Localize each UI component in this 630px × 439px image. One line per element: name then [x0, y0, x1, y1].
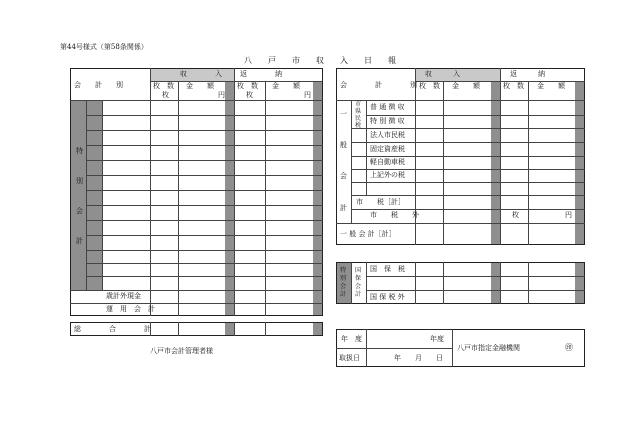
year-label: 年 度 — [341, 335, 362, 343]
left-refund-amount: 金 額 — [272, 82, 300, 90]
left-account-header: 会 計 別 — [74, 81, 123, 89]
row-nhi-tax: 国 保 税 — [370, 265, 405, 273]
citizen-tax-label-1: 市 — [355, 101, 362, 108]
nhi-label-4: 計 — [355, 291, 362, 298]
nhi-label-2: 保 — [355, 275, 362, 282]
right-special-label-4: 計 — [340, 291, 347, 298]
right-income-count: 枚 数 — [419, 82, 440, 90]
left-income-count-unit: 枚 — [162, 91, 169, 99]
left-refund-header: 返 納 — [240, 70, 282, 78]
row-special-collection: 特 別 徴 収 — [370, 117, 405, 125]
row-nhi-other: 国 保 税 外 — [370, 293, 405, 301]
right-refund-header: 返 納 — [510, 70, 545, 78]
row-light-vehicle-tax: 軽自動車税 — [370, 158, 405, 166]
left-special-label-1: 特 — [76, 147, 83, 155]
right-general-label-4: 計 — [340, 204, 347, 212]
row-ordinary-collection: 普 通 徴 収 — [370, 103, 405, 111]
row-operation-account: 運 用 会 計 — [106, 305, 155, 313]
citizen-tax-label-3: 民 — [355, 115, 362, 122]
year-unit: 年度 — [430, 335, 444, 343]
seal-mark: ㊞ — [565, 343, 573, 352]
right-income-amount: 金 額 — [452, 82, 480, 90]
left-special-label-2: 別 — [76, 177, 83, 185]
left-income-amount: 金 額 — [186, 82, 214, 90]
right-refund-count: 枚 数 — [503, 82, 524, 90]
left-income-count: 枚 数 — [153, 82, 174, 90]
handling-date-label: 取扱日 — [339, 354, 360, 362]
citizen-tax-label-4: 税 — [355, 122, 362, 129]
left-refund-count: 枚 数 — [237, 82, 258, 90]
row-general-total: 一 般 会 計［計］ — [340, 230, 396, 238]
left-income-amount-unit: 円 — [218, 91, 225, 99]
right-special-label-1: 特 — [340, 267, 347, 274]
right-refund-amount: 金 額 — [537, 82, 565, 90]
row-city-tax-other: 市 税 外 — [370, 211, 419, 219]
page-title: 八 戸 市 収 入 日 報 — [244, 56, 396, 65]
left-special-label-4: 計 — [76, 237, 83, 245]
right-special-label-3: 会 — [340, 283, 347, 290]
left-income-header: 収 入 — [180, 70, 222, 78]
right-account-header: 会 計 別 — [340, 81, 417, 89]
handling-date: 年 月 日 — [394, 354, 443, 362]
row-corporate-tax: 法人市民税 — [370, 131, 405, 139]
right-general-label-3: 会 — [340, 172, 347, 180]
nhi-label-1: 国 — [355, 267, 362, 274]
form-number: 第44号様式（第58条関係） — [60, 43, 148, 51]
sheet-unit: 枚 — [512, 211, 519, 219]
left-refund-count-unit: 枚 — [246, 91, 253, 99]
left-special-label-3: 会 — [76, 207, 83, 215]
grand-total-label: 総 合 計 — [74, 325, 151, 333]
left-refund-amount-unit: 円 — [304, 91, 311, 99]
recipient: 八戸市会計管理者様 — [150, 347, 213, 355]
row-other-tax: 上記外の税 — [370, 171, 405, 179]
right-special-label-2: 別 — [340, 275, 347, 282]
citizen-tax-label-2: 県 — [355, 108, 362, 115]
right-income-header: 収 入 — [425, 70, 460, 78]
right-general-label-2: 般 — [340, 141, 347, 149]
row-outside-cash: 歳計外現金 — [106, 292, 141, 300]
row-property-tax: 固定資産税 — [370, 145, 405, 153]
right-general-label-1: 一 — [340, 110, 347, 118]
yen-unit: 円 — [565, 211, 572, 219]
bank-name: 八戸市指定金融機関 — [457, 344, 520, 352]
row-city-tax-total: 市 税［計］ — [356, 198, 405, 206]
nhi-label-3: 会 — [355, 283, 362, 290]
